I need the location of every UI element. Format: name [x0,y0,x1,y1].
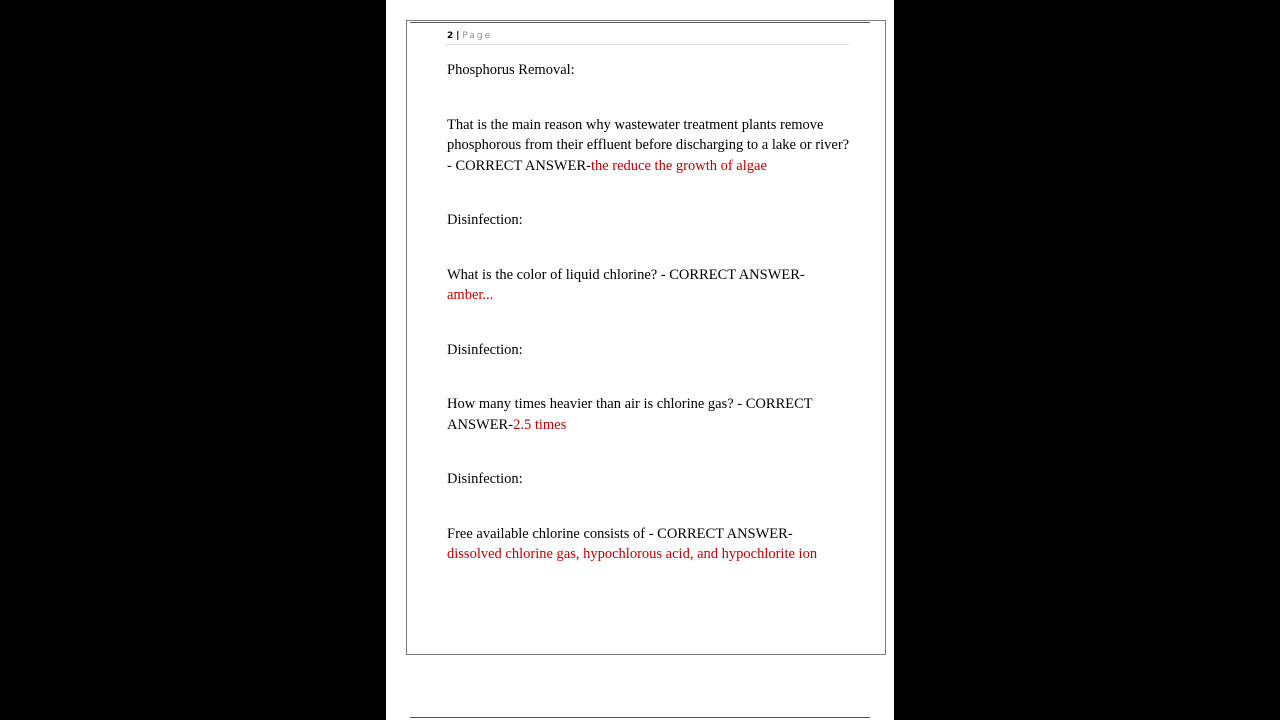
answer-text: dissolved chlorine gas, hypochlorous acid, and hypochlorite ion [447,546,818,562]
question-paragraph [447,265,857,306]
question-text: Free available chlorine consists of - CORRECT ANSWER- [447,525,793,542]
next-page-top-rule [410,717,870,718]
question-text: That is the main reason why wastewater treatment plants remove phosphorous from their effluent before discharging to a lake or river? - CORRECT ANSWER- [447,116,850,174]
answer-text: the reduce the growth of algae [590,157,767,174]
question-paragraph [447,115,857,177]
question-text: How many times heavier than air is chlorine gas? - CORRECT ANSWER- [447,396,813,433]
answer-text: 2.5 times [513,416,567,433]
question-paragraph [447,394,857,435]
section-heading: Disinfection: [447,471,523,487]
section-heading: Disinfection: [447,212,523,228]
document-page [386,0,894,720]
section-heading: Phosphorus Removal: [447,62,575,78]
page-label: Page [462,31,493,41]
page-separator: | [456,31,460,41]
document-body [447,60,857,565]
section-heading: Disinfection: [447,341,523,358]
answer-text: amber... [447,287,494,303]
page-number: 2 [447,31,454,41]
question-text: What is the color of liquid chlorine? - CORRECT ANSWER- [447,266,805,283]
header-divider [445,44,849,45]
page-header [447,31,492,41]
question-paragraph [447,524,857,565]
